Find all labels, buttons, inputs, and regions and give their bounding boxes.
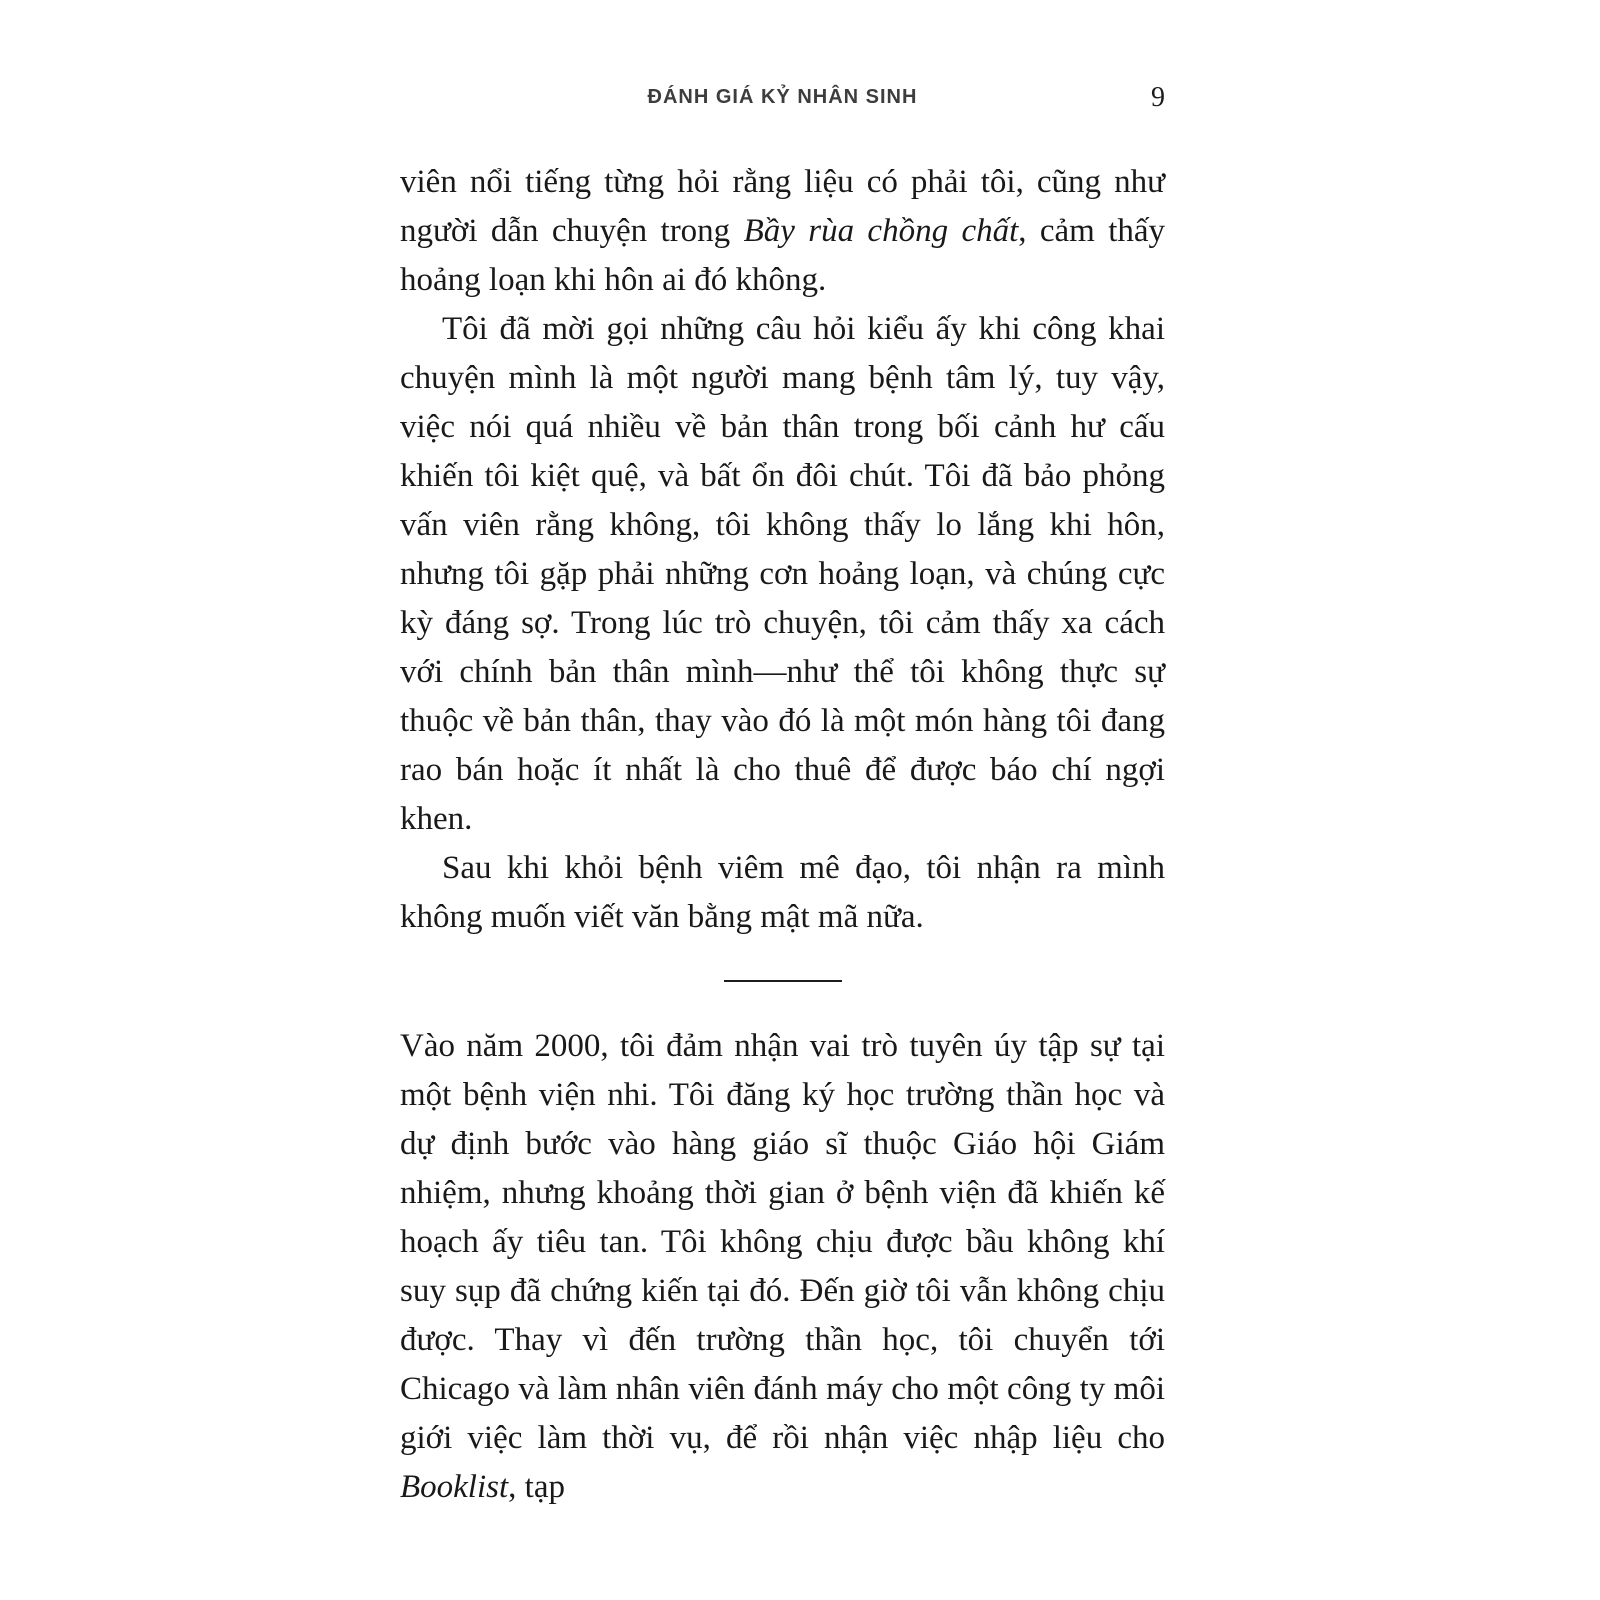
- italic-text-segment: Bầy rùa chồng chất: [743, 213, 1019, 249]
- section-divider: [724, 980, 842, 982]
- running-header-title: ĐÁNH GIÁ KỶ NHÂN SINH: [647, 86, 918, 108]
- paragraph: [400, 844, 1165, 942]
- text-segment: Tôi đã mời gọi những câu hỏi kiểu ấy khi công khai chuyện mình là một người mang bệnh tâm lý, tuy vậy, việc nói quá nhiều về bản thân trong bối cảnh hư cấu khiến tôi kiệt quệ, và bất ổn đôi chút. Tôi đã bảo phỏng vấn viên rằng không, tôi không thấy lo lắng khi hôn, nhưng tôi gặp phải những cơn hoảng loạn, và chúng cực kỳ đáng sợ. Trong lúc trò chuyện, tôi cảm thấy xa cách với chính bản thân mình—như thể tôi không thực sự thuộc về bản thân, thay vào đó là một món hàng tôi đang rao bán hoặc ít nhất là cho thuê để được báo chí ngợi khen.: [400, 311, 1165, 837]
- running-header: [400, 82, 1165, 116]
- italic-text-segment: Booklist: [400, 1469, 509, 1505]
- paragraph: [400, 1022, 1165, 1512]
- text-segment: , tạp: [508, 1469, 565, 1505]
- text-segment: Sau khi khỏi bệnh viêm mê đạo, tôi nhận ra mình không muốn viết văn bằng mật mã nữa.: [400, 850, 1165, 935]
- page-number: 9: [1151, 82, 1165, 113]
- paragraph: [400, 158, 1165, 305]
- paragraph: [400, 305, 1165, 844]
- text-segment: Vào năm 2000, tôi đảm nhận vai trò tuyên úy tập sự tại một bệnh viện nhi. Tôi đăng ký học trường thần học và dự định bước vào hàng giáo sĩ thuộc Giáo hội Giám nhiệm, nhưng khoảng thời gian ở bệnh viện đã khiến kế hoạch ấy tiêu tan. Tôi không chịu được bầu không khí suy sụp đã chứng kiến tại đó. Đến giờ tôi vẫn không chịu được. Thay vì đến trường thần học, tôi chuyển tới Chicago và làm nhân viên đánh máy cho một công ty môi giới việc làm thời vụ, để rồi nhận việc nhập liệu cho: [400, 1028, 1165, 1456]
- text-segment: , cảm thấy hoảng loạn khi hôn ai đó không.: [400, 213, 1166, 298]
- text-segment: viên nổi tiếng từng hỏi rằng liệu có phải tôi, cũng như người dẫn chuyện trong: [400, 164, 1165, 249]
- page-body: [400, 158, 1165, 1512]
